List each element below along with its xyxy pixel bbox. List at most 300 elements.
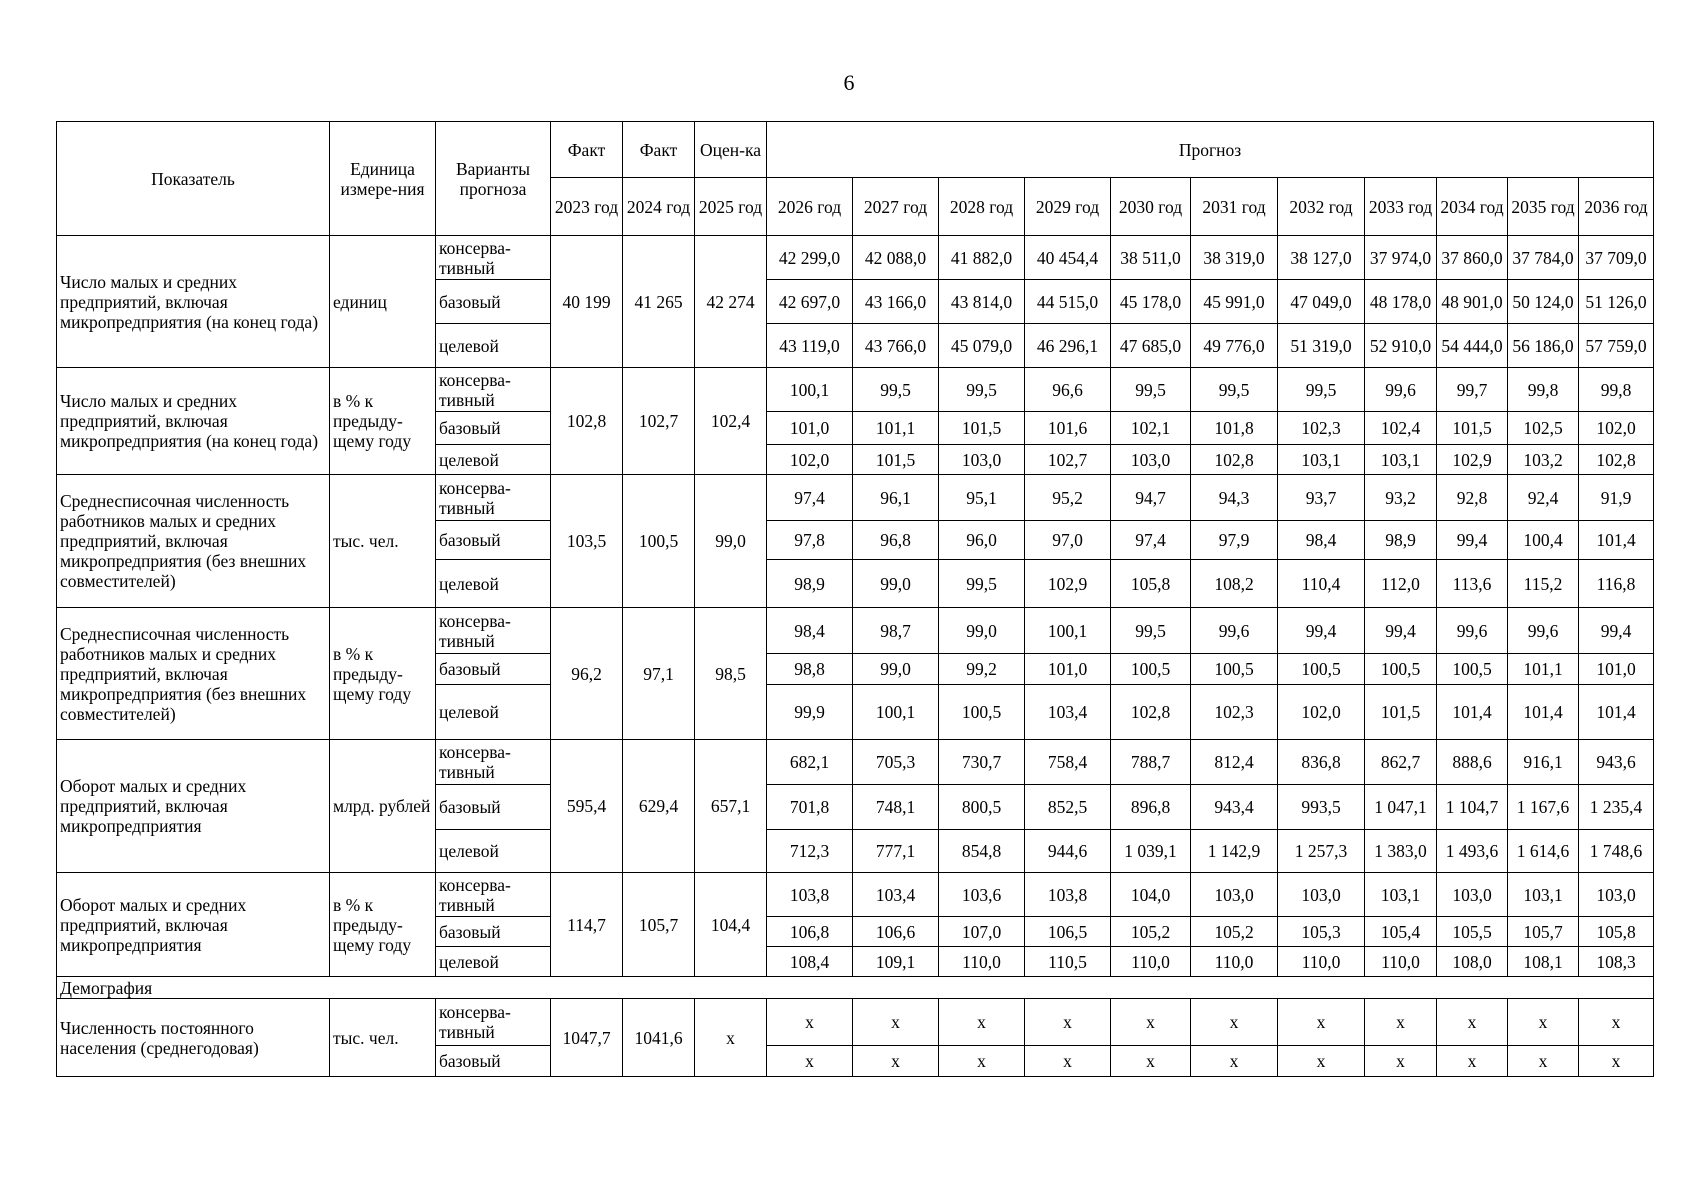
forecast-value-cell: 108,0 [1437,947,1508,977]
forecast-value-cell: 94,3 [1191,475,1278,521]
forecast-value-cell: 102,7 [1025,445,1111,475]
forecast-value-cell: 705,3 [853,740,939,785]
historical-value-cell: 99,0 [695,475,767,608]
forecast-value-cell: 37 709,0 [1579,236,1654,280]
forecast-value-cell: 1 748,6 [1579,830,1654,873]
unit-cell: тыс. чел. [330,999,436,1077]
year-header: 2036 год [1579,178,1654,236]
forecast-value-cell: 993,5 [1278,785,1365,830]
forecast-value-cell: 758,4 [1025,740,1111,785]
forecast-value-cell: 836,8 [1278,740,1365,785]
forecast-value-cell: 99,0 [853,560,939,608]
forecast-value-cell: 103,6 [939,873,1025,917]
historical-value-cell: x [695,999,767,1077]
forecast-value-cell: 99,6 [1191,608,1278,654]
forecast-value-cell: 106,5 [1025,917,1111,947]
historical-value-cell: 97,1 [623,608,695,740]
forecast-value-cell: 44 515,0 [1025,280,1111,324]
header-unit: Единица измере-ния [330,122,436,236]
indicator-cell: Среднесписочная численность работников малых и средних предприятий, включая микропредприятия (без внешних совместителей) [57,608,330,740]
variant-cell: консерва-тивный [436,740,551,785]
forecast-value-cell: x [853,999,939,1046]
forecast-value-cell: 101,6 [1025,412,1111,445]
table-row [57,740,1654,785]
forecast-value-cell: 100,5 [1111,654,1191,685]
forecast-value-cell: 101,1 [1508,654,1579,685]
forecast-value-cell: 99,0 [939,608,1025,654]
forecast-value-cell: 730,7 [939,740,1025,785]
forecast-value-cell: 96,0 [939,521,1025,560]
historical-value-cell: 41 265 [623,236,695,368]
forecast-value-cell: x [1191,1046,1278,1077]
forecast-value-cell: 115,2 [1508,560,1579,608]
forecast-value-cell: x [1365,999,1437,1046]
forecast-value-cell: 99,6 [1437,608,1508,654]
table-row [57,368,1654,412]
forecast-value-cell: 57 759,0 [1579,324,1654,368]
unit-cell: единиц [330,236,436,368]
forecast-value-cell: 102,1 [1111,412,1191,445]
forecast-value-cell: 41 882,0 [939,236,1025,280]
forecast-value-cell: 92,4 [1508,475,1579,521]
unit-cell: в % к предыду-щему году [330,368,436,475]
forecast-value-cell: 99,0 [853,654,939,685]
forecast-value-cell: 109,1 [853,947,939,977]
forecast-value-cell: 37 974,0 [1365,236,1437,280]
forecast-value-cell: 1 383,0 [1365,830,1437,873]
historical-value-cell: 629,4 [623,740,695,873]
forecast-value-cell: 100,5 [1278,654,1365,685]
forecast-value-cell: x [1278,999,1365,1046]
forecast-value-cell: 788,7 [1111,740,1191,785]
historical-value-cell: 103,5 [551,475,623,608]
forecast-value-cell: 49 776,0 [1191,324,1278,368]
forecast-value-cell: 105,8 [1579,917,1654,947]
forecast-value-cell: 101,5 [1437,412,1508,445]
forecast-value-cell: 108,3 [1579,947,1654,977]
variant-cell: базовый [436,521,551,560]
forecast-value-cell: 99,4 [1365,608,1437,654]
forecast-value-cell: 99,4 [1579,608,1654,654]
historical-value-cell: 105,7 [623,873,695,977]
forecast-value-cell: 98,4 [1278,521,1365,560]
forecast-value-cell: 100,1 [767,368,853,412]
forecast-value-cell: x [1278,1046,1365,1077]
forecast-value-cell: 97,9 [1191,521,1278,560]
forecast-value-cell: 1 235,4 [1579,785,1654,830]
forecast-value-cell: 1 493,6 [1437,830,1508,873]
forecast-value-cell: 38 319,0 [1191,236,1278,280]
forecast-value-cell: 99,6 [1365,368,1437,412]
year-header: 2031 год [1191,178,1278,236]
forecast-value-cell: 102,8 [1579,445,1654,475]
year-header: 2026 год [767,178,853,236]
forecast-value-cell: 944,6 [1025,830,1111,873]
forecast-value-cell: 110,0 [1365,947,1437,977]
forecast-value-cell: 101,5 [853,445,939,475]
forecast-table [56,121,1654,1077]
forecast-value-cell: x [1508,999,1579,1046]
forecast-value-cell: x [939,999,1025,1046]
forecast-value-cell: 94,7 [1111,475,1191,521]
year-header: 2028 год [939,178,1025,236]
section-demography: Демография [57,977,1654,999]
historical-value-cell: 100,5 [623,475,695,608]
forecast-value-cell: 38 511,0 [1111,236,1191,280]
forecast-value-cell: 37 784,0 [1508,236,1579,280]
forecast-value-cell: 108,1 [1508,947,1579,977]
forecast-value-cell: 96,1 [853,475,939,521]
forecast-value-cell: 100,5 [1437,654,1508,685]
historical-value-cell: 595,4 [551,740,623,873]
unit-cell: тыс. чел. [330,475,436,608]
forecast-value-cell: 98,9 [1365,521,1437,560]
forecast-value-cell: 103,0 [939,445,1025,475]
year-header: 2032 год [1278,178,1365,236]
variant-cell: консерва-тивный [436,368,551,412]
forecast-value-cell: 51 126,0 [1579,280,1654,324]
forecast-value-cell: 52 910,0 [1365,324,1437,368]
forecast-value-cell: 110,0 [1191,947,1278,977]
unit-cell: в % к предыду-щему году [330,873,436,977]
unit-cell: млрд. рублей [330,740,436,873]
header-estimate-2025: Оцен-ка [695,122,767,178]
forecast-value-cell: 1 257,3 [1278,830,1365,873]
indicator-cell: Численность постоянного населения (среднегодовая) [57,999,330,1077]
forecast-value-cell: x [1111,999,1191,1046]
forecast-value-cell: 45 178,0 [1111,280,1191,324]
forecast-value-cell: 100,1 [1025,608,1111,654]
forecast-value-cell: 105,5 [1437,917,1508,947]
historical-value-cell: 102,4 [695,368,767,475]
forecast-value-cell: 91,9 [1579,475,1654,521]
forecast-value-cell: 106,8 [767,917,853,947]
historical-value-cell: 114,7 [551,873,623,977]
forecast-value-cell: 100,5 [939,685,1025,740]
forecast-value-cell: 103,8 [767,873,853,917]
year-header: 2023 год [551,178,623,236]
indicator-cell: Оборот малых и средних предприятий, включая микропредприятия [57,740,330,873]
forecast-value-cell: 101,0 [1025,654,1111,685]
forecast-value-cell: 40 454,4 [1025,236,1111,280]
forecast-value-cell: 108,4 [767,947,853,977]
historical-value-cell: 657,1 [695,740,767,873]
forecast-value-cell: 682,1 [767,740,853,785]
forecast-value-cell: 116,8 [1579,560,1654,608]
forecast-value-cell: 98,9 [767,560,853,608]
year-header: 2034 год [1437,178,1508,236]
indicator-cell: Число малых и средних предприятий, включая микропредприятия (на конец года) [57,236,330,368]
forecast-value-cell: 54 444,0 [1437,324,1508,368]
year-header: 2024 год [623,178,695,236]
historical-value-cell: 96,2 [551,608,623,740]
historical-value-cell: 102,8 [551,368,623,475]
unit-cell: в % к предыду-щему году [330,608,436,740]
forecast-value-cell: 107,0 [939,917,1025,947]
forecast-value-cell: x [1579,1046,1654,1077]
year-header: 2025 год [695,178,767,236]
table-row [57,475,1654,521]
forecast-value-cell: 103,0 [1191,873,1278,917]
table-body [57,236,1654,1077]
forecast-value-cell: 43 766,0 [853,324,939,368]
forecast-value-cell: 95,2 [1025,475,1111,521]
variant-cell: целевой [436,445,551,475]
historical-value-cell: 1041,6 [623,999,695,1077]
variant-cell: целевой [436,830,551,873]
indicator-cell: Оборот малых и средних предприятий, включая микропредприятия [57,873,330,977]
forecast-value-cell: 748,1 [853,785,939,830]
forecast-value-cell: 103,0 [1111,445,1191,475]
variant-cell: базовый [436,785,551,830]
forecast-value-cell: 95,1 [939,475,1025,521]
forecast-value-cell: 103,0 [1437,873,1508,917]
forecast-value-cell: 943,6 [1579,740,1654,785]
variant-cell: целевой [436,947,551,977]
forecast-value-cell: 101,8 [1191,412,1278,445]
variant-cell: целевой [436,560,551,608]
forecast-value-cell: 99,8 [1508,368,1579,412]
forecast-value-cell: x [1508,1046,1579,1077]
forecast-value-cell: 943,4 [1191,785,1278,830]
historical-value-cell: 102,7 [623,368,695,475]
forecast-value-cell: 43 119,0 [767,324,853,368]
forecast-value-cell: 51 319,0 [1278,324,1365,368]
forecast-value-cell: 1 142,9 [1191,830,1278,873]
forecast-value-cell: 99,5 [853,368,939,412]
forecast-value-cell: 800,5 [939,785,1025,830]
forecast-value-cell: x [1111,1046,1191,1077]
forecast-value-cell: 106,6 [853,917,939,947]
forecast-value-cell: 99,5 [1278,368,1365,412]
forecast-value-cell: 113,6 [1437,560,1508,608]
forecast-value-cell: 47 685,0 [1111,324,1191,368]
forecast-value-cell: 112,0 [1365,560,1437,608]
forecast-value-cell: x [1437,999,1508,1046]
forecast-value-cell: 110,4 [1278,560,1365,608]
forecast-value-cell: 102,0 [1278,685,1365,740]
forecast-value-cell: 42 088,0 [853,236,939,280]
indicator-cell: Число малых и средних предприятий, включая микропредприятия (на конец года) [57,368,330,475]
forecast-value-cell: x [1365,1046,1437,1077]
header-forecast: Прогноз [767,122,1654,178]
forecast-value-cell: 105,2 [1191,917,1278,947]
variant-cell: консерва-тивный [436,608,551,654]
forecast-value-cell: 96,6 [1025,368,1111,412]
forecast-value-cell: 103,4 [1025,685,1111,740]
forecast-value-cell: 101,5 [939,412,1025,445]
table-row [57,608,1654,654]
forecast-value-cell: 99,5 [1111,368,1191,412]
forecast-value-cell: x [767,999,853,1046]
variant-cell: консерва-тивный [436,999,551,1046]
forecast-value-cell: 99,5 [939,368,1025,412]
forecast-value-cell: 105,8 [1111,560,1191,608]
year-header: 2029 год [1025,178,1111,236]
forecast-value-cell: 97,8 [767,521,853,560]
header-indicator: Показатель [57,122,330,236]
year-header: 2030 год [1111,178,1191,236]
forecast-value-cell: 102,9 [1025,560,1111,608]
forecast-value-cell: 102,3 [1191,685,1278,740]
forecast-value-cell: 45 079,0 [939,324,1025,368]
forecast-value-cell: 100,5 [1191,654,1278,685]
forecast-value-cell: 43 814,0 [939,280,1025,324]
year-header: 2035 год [1508,178,1579,236]
forecast-value-cell: x [853,1046,939,1077]
variant-cell: консерва-тивный [436,873,551,917]
variant-cell: базовый [436,654,551,685]
forecast-value-cell: x [1579,999,1654,1046]
variant-cell: базовый [436,1046,551,1077]
forecast-value-cell: 888,6 [1437,740,1508,785]
forecast-value-cell: 46 296,1 [1025,324,1111,368]
variant-cell: целевой [436,324,551,368]
forecast-value-cell: 102,0 [1579,412,1654,445]
forecast-value-cell: 102,0 [767,445,853,475]
variant-cell: базовый [436,917,551,947]
forecast-value-cell: 701,8 [767,785,853,830]
historical-value-cell: 42 274 [695,236,767,368]
forecast-value-cell: x [1025,1046,1111,1077]
table-row [57,873,1654,917]
forecast-value-cell: 102,5 [1508,412,1579,445]
variant-cell: базовый [436,280,551,324]
forecast-value-cell: 105,7 [1508,917,1579,947]
forecast-value-cell: 96,8 [853,521,939,560]
forecast-value-cell: 110,5 [1025,947,1111,977]
section-row [57,977,1654,999]
forecast-value-cell: 1 047,1 [1365,785,1437,830]
variant-cell: целевой [436,685,551,740]
forecast-value-cell: 102,8 [1111,685,1191,740]
forecast-value-cell: 105,2 [1111,917,1191,947]
forecast-value-cell: 1 614,6 [1508,830,1579,873]
page-number: 6 [843,70,855,95]
forecast-value-cell: 37 860,0 [1437,236,1508,280]
year-header: 2033 год [1365,178,1437,236]
forecast-value-cell: 99,2 [939,654,1025,685]
forecast-value-cell: 97,4 [1111,521,1191,560]
forecast-value-cell: 103,1 [1365,873,1437,917]
forecast-value-cell: 777,1 [853,830,939,873]
forecast-value-cell: 99,4 [1437,521,1508,560]
forecast-value-cell: 103,0 [1579,873,1654,917]
forecast-value-cell: 812,4 [1191,740,1278,785]
header-variant: Варианты прогноза [436,122,551,236]
forecast-value-cell: 101,4 [1579,521,1654,560]
forecast-value-cell: 48 178,0 [1365,280,1437,324]
historical-value-cell: 1047,7 [551,999,623,1077]
forecast-value-cell: 50 124,0 [1508,280,1579,324]
forecast-value-cell: 896,8 [1111,785,1191,830]
forecast-value-cell: 712,3 [767,830,853,873]
variant-cell: базовый [436,412,551,445]
forecast-value-cell: 110,0 [939,947,1025,977]
forecast-value-cell: 110,0 [1278,947,1365,977]
table-row [57,236,1654,280]
forecast-value-cell: 100,1 [853,685,939,740]
forecast-value-cell: 42 299,0 [767,236,853,280]
forecast-value-cell: 103,0 [1278,873,1365,917]
forecast-value-cell: 48 901,0 [1437,280,1508,324]
forecast-value-cell: 98,4 [767,608,853,654]
forecast-value-cell: 99,6 [1508,608,1579,654]
forecast-value-cell: 101,0 [767,412,853,445]
forecast-value-cell: 105,4 [1365,917,1437,947]
forecast-value-cell: 103,2 [1508,445,1579,475]
forecast-value-cell: 1 167,6 [1508,785,1579,830]
table-row [57,999,1654,1046]
forecast-value-cell: 98,8 [767,654,853,685]
forecast-value-cell: 854,8 [939,830,1025,873]
variant-cell: консерва-тивный [436,475,551,521]
forecast-value-cell: 105,3 [1278,917,1365,947]
forecast-value-cell: x [939,1046,1025,1077]
forecast-value-cell: 852,5 [1025,785,1111,830]
forecast-value-cell: 101,4 [1437,685,1508,740]
forecast-value-cell: 104,0 [1111,873,1191,917]
forecast-value-cell: 56 186,0 [1508,324,1579,368]
forecast-value-cell: 102,9 [1437,445,1508,475]
forecast-value-cell: 1 039,1 [1111,830,1191,873]
forecast-value-cell: 98,7 [853,608,939,654]
indicator-cell: Среднесписочная численность работников малых и средних предприятий, включая микропредприятия (без внешних совместителей) [57,475,330,608]
forecast-value-cell: 101,4 [1579,685,1654,740]
forecast-value-cell: x [1025,999,1111,1046]
forecast-value-cell: x [1191,999,1278,1046]
header-fact-2024: Факт [623,122,695,178]
forecast-value-cell: 97,4 [767,475,853,521]
forecast-value-cell: 102,8 [1191,445,1278,475]
forecast-value-cell: 43 166,0 [853,280,939,324]
historical-value-cell: 104,4 [695,873,767,977]
forecast-value-cell: 103,1 [1508,873,1579,917]
forecast-value-cell: 1 104,7 [1437,785,1508,830]
forecast-value-cell: 99,5 [1111,608,1191,654]
forecast-value-cell: 99,5 [1191,368,1278,412]
forecast-value-cell: 92,8 [1437,475,1508,521]
forecast-value-cell: 101,5 [1365,685,1437,740]
forecast-value-cell: 916,1 [1508,740,1579,785]
forecast-value-cell: 99,5 [939,560,1025,608]
forecast-value-cell: 100,5 [1365,654,1437,685]
forecast-value-cell: 99,4 [1278,608,1365,654]
forecast-value-cell: 93,2 [1365,475,1437,521]
forecast-value-cell: 47 049,0 [1278,280,1365,324]
forecast-value-cell: 100,4 [1508,521,1579,560]
forecast-value-cell: x [1437,1046,1508,1077]
forecast-value-cell: 42 697,0 [767,280,853,324]
forecast-value-cell: 93,7 [1278,475,1365,521]
forecast-value-cell: 101,0 [1579,654,1654,685]
historical-value-cell: 98,5 [695,608,767,740]
forecast-value-cell: x [767,1046,853,1077]
forecast-value-cell: 101,1 [853,412,939,445]
forecast-value-cell: 102,3 [1278,412,1365,445]
forecast-value-cell: 862,7 [1365,740,1437,785]
forecast-value-cell: 45 991,0 [1191,280,1278,324]
forecast-value-cell: 97,0 [1025,521,1111,560]
forecast-value-cell: 38 127,0 [1278,236,1365,280]
historical-value-cell: 40 199 [551,236,623,368]
forecast-value-cell: 99,7 [1437,368,1508,412]
header-fact-2023: Факт [551,122,623,178]
variant-cell: консерва-тивный [436,236,551,280]
forecast-value-cell: 103,1 [1365,445,1437,475]
forecast-value-cell: 103,8 [1025,873,1111,917]
forecast-value-cell: 99,8 [1579,368,1654,412]
